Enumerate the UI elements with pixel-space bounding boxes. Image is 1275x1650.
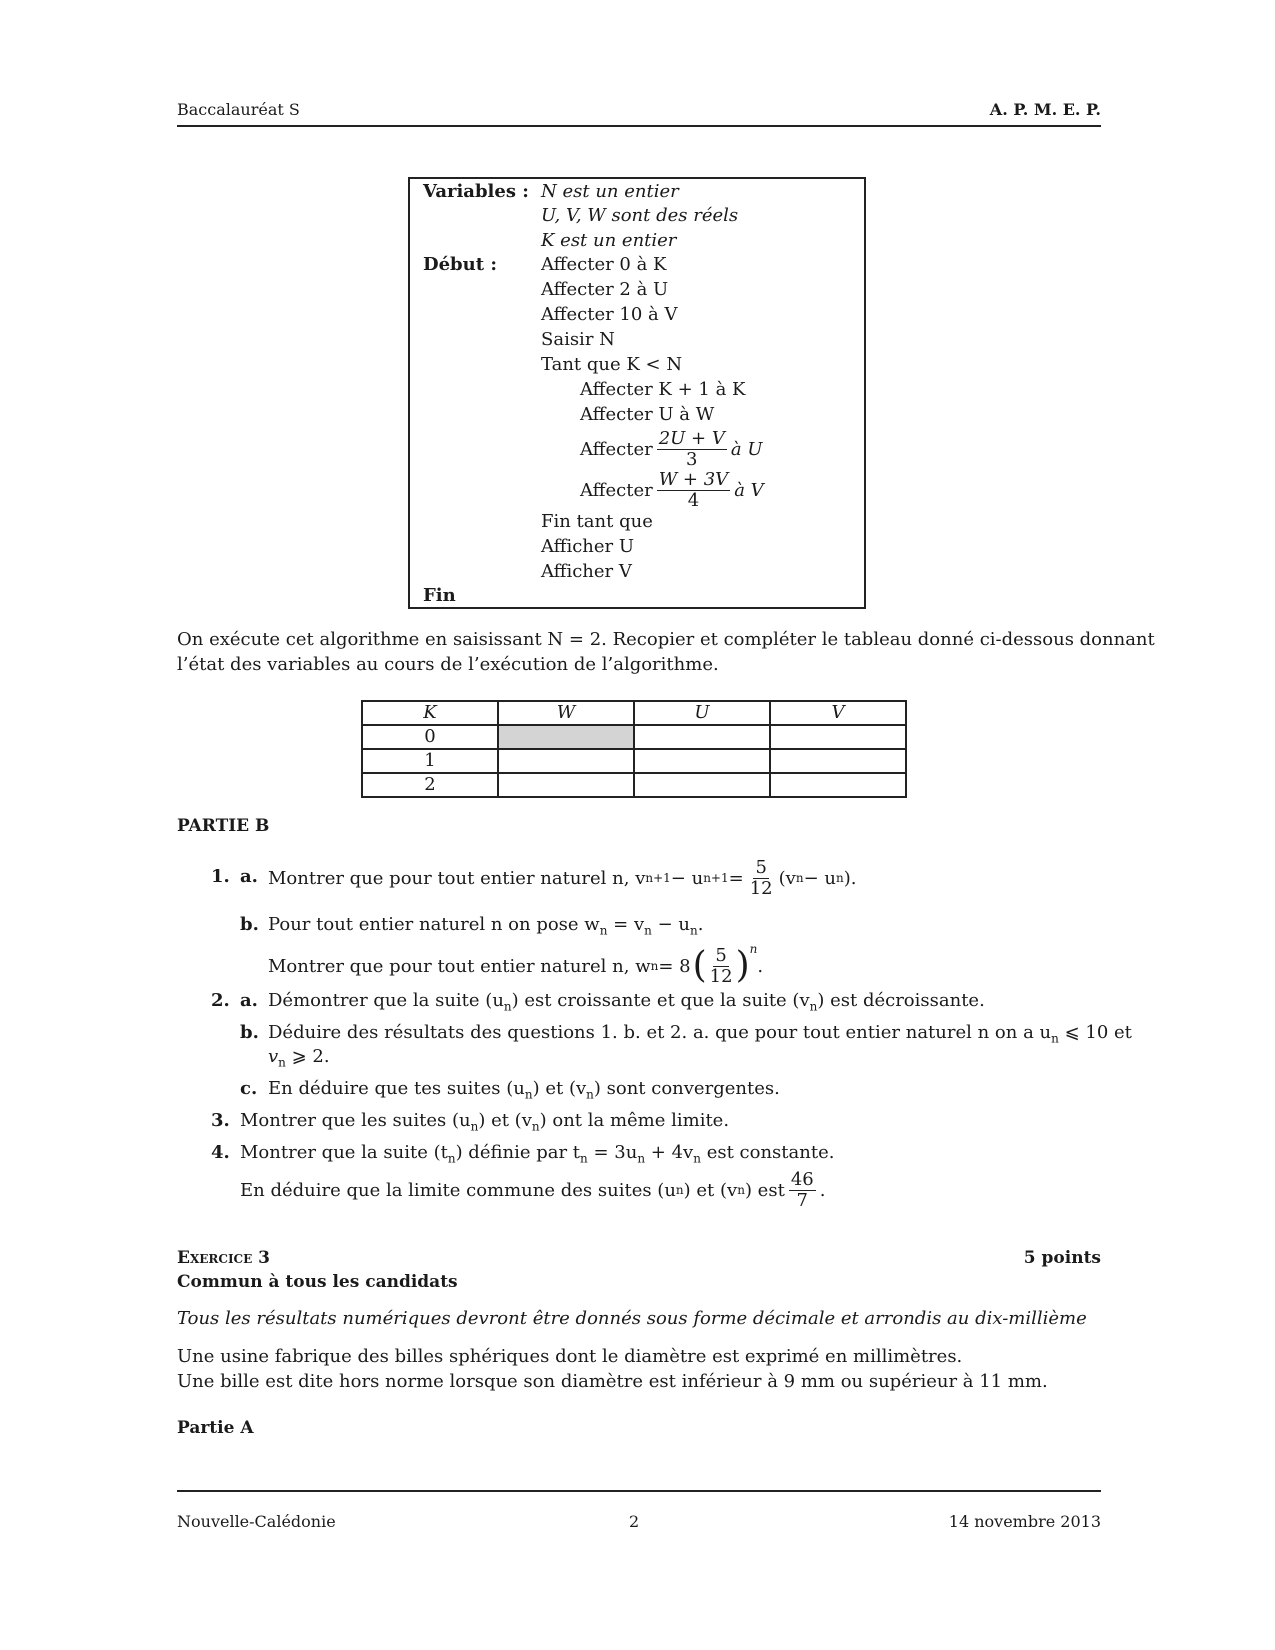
affecter-text: Affecter (580, 438, 653, 460)
question-4-number: 4. (211, 1142, 230, 1163)
header-right: A. P. M. E. P. (989, 100, 1101, 119)
q1b-part: − u (651, 914, 690, 935)
algo-line: Affecter 0 à K (541, 254, 667, 275)
table-cell (770, 725, 906, 749)
q3-part: ) ont la même limite. (539, 1110, 730, 1131)
sub-n: n (809, 999, 818, 1014)
q2b-line-2 (268, 1046, 330, 1070)
sub-n: n (693, 1151, 701, 1166)
header-rule (177, 125, 1101, 127)
page-number: 2 (629, 1512, 640, 1531)
fraction-numerator: 46 (790, 1168, 814, 1190)
sub-n: n (644, 923, 652, 938)
q2a-part: ) est croissante et que la suite (v (511, 990, 810, 1011)
sub-n: n (1051, 1031, 1059, 1046)
exercise-3-points: 5 points (1023, 1248, 1101, 1268)
q1a-eq: = (728, 867, 744, 889)
question-3-number: 3. (211, 1110, 230, 1131)
sub-n: n (637, 1151, 646, 1166)
algo-line: Affecter 10 à V (541, 304, 678, 325)
q4-part: ) définie par t (455, 1142, 581, 1163)
header-cell: V (770, 701, 906, 725)
table-cell: 1 (362, 749, 498, 773)
sub-n: n (580, 1151, 588, 1166)
sub-n: n (737, 1183, 745, 1197)
q1a-mid: − u (670, 867, 704, 889)
q2b-part: ⩾ 2. (285, 1046, 330, 1067)
affecter-text: Affecter (580, 479, 653, 501)
exercise-3-paragraph-1: Une usine fabrique des billes sphériques dont le diamètre est exprimé en millimètres. (177, 1346, 963, 1367)
q1a-text (268, 852, 856, 904)
q1b-text (268, 914, 703, 938)
fraction-denominator: 3 (686, 449, 698, 470)
q4-part: est constante. (700, 1142, 835, 1163)
algo-line: Affecter U à W (580, 404, 715, 425)
q4-dot: . (819, 1179, 826, 1201)
q2c-text (268, 1078, 780, 1102)
exercise-3-subtitle: Commun à tous les candidats (177, 1272, 458, 1292)
q1b-line-2 (268, 940, 763, 992)
q4-part: ) et (v (683, 1179, 738, 1201)
exercise-3-title: Exercice 3 (177, 1248, 270, 1268)
q2a-label: a. (240, 990, 258, 1011)
table-row (362, 725, 906, 749)
table-cell (498, 749, 634, 773)
fraction-5-12-power (708, 946, 735, 987)
table-cell: 2 (362, 773, 498, 797)
q4-line-2 (240, 1164, 825, 1216)
partie-b-title: PARTIE B (177, 816, 270, 836)
q1a-sub: n+1 (703, 871, 729, 885)
footer-left: Nouvelle-Calédonie (177, 1512, 336, 1531)
q1b-label: b. (240, 914, 259, 935)
algo-line: Afficher U (541, 536, 635, 557)
algo-line: Fin tant que (541, 511, 653, 532)
q3-part: Montrer que les suites (u (240, 1110, 471, 1131)
left-paren: ( (692, 945, 707, 986)
header-cell: U (634, 701, 770, 725)
fraction-denominator: 7 (796, 1189, 808, 1211)
sub-n: n (690, 923, 698, 938)
algo-line: U, V, W sont des réels (541, 205, 739, 226)
q1a-end: (v (778, 867, 796, 889)
fin-label: Fin (423, 585, 456, 606)
algo-line-fraction-u (580, 429, 762, 470)
footer-rule (177, 1490, 1101, 1492)
exponent-n: n (749, 942, 758, 956)
q1a-sub: n (835, 871, 844, 885)
question-1-number: 1. (211, 866, 230, 887)
sub-n: n (675, 1183, 684, 1197)
fraction-2u-v-over-3 (657, 429, 727, 470)
fraction-numerator: W + 3V (658, 469, 729, 490)
sub-n: n (503, 999, 512, 1014)
algo-line: Tant que K < N (541, 354, 683, 375)
algo-line: Saisir N (541, 329, 615, 350)
q1b-main: Pour tout entier naturel n on pose w (268, 914, 600, 935)
q4-part: = 3u (587, 1142, 638, 1163)
q4-text (240, 1142, 834, 1166)
table-row (362, 749, 906, 773)
assign-target: à U (730, 438, 763, 460)
q2b-part: ⩽ 10 et (1058, 1022, 1132, 1043)
variables-table (361, 700, 907, 798)
q2b-label: b. (240, 1022, 259, 1043)
debut-label: Début : (423, 254, 497, 275)
sub-n: n (278, 1055, 286, 1070)
algo-line: K est un entier (541, 230, 677, 251)
sub-n: n (599, 923, 608, 938)
table-cell (498, 773, 634, 797)
table-cell (634, 749, 770, 773)
fraction-w-3v-over-4 (657, 470, 730, 511)
q1a-end: − u (803, 867, 836, 889)
sub-n: n (650, 959, 659, 973)
partie-a-title: Partie A (177, 1418, 254, 1438)
exercise-3-instruction: Tous les résultats numériques devront être donnés sous forme décimale et arrondis au dix-millième (177, 1308, 1087, 1329)
header-left: Baccalauréat S (177, 100, 300, 119)
exercise-3-paragraph-2: Une bille est dite hors norme lorsque son diamètre est inférieur à 9 mm ou supérieur à 11 mm. (177, 1371, 1048, 1392)
q1b-part: . (697, 914, 704, 935)
fraction-denominator: 4 (687, 490, 700, 511)
table-cell-shaded (498, 725, 634, 749)
q2a-part: ) est décroissante. (817, 990, 985, 1011)
table-cell (770, 749, 906, 773)
q2b-part: v (268, 1046, 279, 1067)
q1b-line2-main: Montrer que pour tout entier naturel n, w (268, 955, 651, 977)
algorithm-box (408, 177, 866, 609)
q2b-text (268, 1022, 1132, 1046)
q1a-end: ). (843, 867, 857, 889)
q1a-sub: n (795, 871, 804, 885)
fraction-denominator: 12 (709, 965, 733, 987)
assign-target: à V (734, 479, 764, 501)
fraction-numerator: 5 (715, 944, 727, 966)
intro-line-2: l’état des variables au cours de l’exécution de l’algorithme. (177, 654, 719, 675)
q1b-part: = v (607, 914, 645, 935)
fraction-5-12 (748, 858, 775, 899)
q1b-dot: . (757, 955, 764, 977)
q2c-part: ) et (v (532, 1078, 587, 1099)
q2a-text (268, 990, 985, 1014)
q4-part: En déduire que la limite commune des suites (u (240, 1179, 676, 1201)
table-cell (770, 773, 906, 797)
table-cell (634, 725, 770, 749)
q1a-label: a. (240, 866, 258, 887)
q3-text (240, 1110, 729, 1134)
table-row (362, 773, 906, 797)
algo-line: N est un entier (541, 181, 679, 202)
sub-n: n (586, 1087, 594, 1102)
q2a-part: Démontrer que la suite (u (268, 990, 504, 1011)
right-paren: ) (735, 945, 750, 986)
table-cell: 0 (362, 725, 498, 749)
q3-part: ) et (v (478, 1110, 532, 1131)
sub-n: n (470, 1119, 479, 1134)
algo-line: Affecter K + 1 à K (580, 379, 746, 400)
fraction-numerator: 2U + V (658, 428, 725, 449)
q2c-label: c. (240, 1078, 258, 1099)
q2c-part: En déduire que tes suites (u (268, 1078, 525, 1099)
table-header-row (362, 701, 906, 725)
question-2-number: 2. (211, 990, 230, 1011)
q1a-sub: n+1 (645, 871, 671, 885)
variables-label: Variables : (423, 181, 529, 202)
table-cell (634, 773, 770, 797)
q4-part: Montrer que la suite (t (240, 1142, 448, 1163)
header-cell: K (362, 701, 498, 725)
fraction-denominator: 12 (749, 877, 773, 899)
sub-n: n (447, 1151, 456, 1166)
q2b-part: Déduire des résultats des questions 1. b. et 2. a. que pour tout entier naturel n on a u (268, 1022, 1052, 1043)
q1b-line2-eq: = 8 (658, 955, 691, 977)
sub-n: n (531, 1119, 540, 1134)
q1a-main: Montrer que pour tout entier naturel n, v (268, 867, 646, 889)
algo-line-fraction-v (580, 470, 764, 511)
q4-part: + 4v (645, 1142, 694, 1163)
intro-line-1: On exécute cet algorithme en saisissant N = 2. Recopier et compléter le tableau donné ci-dessous donnant (177, 629, 1155, 650)
fraction-46-7 (789, 1170, 816, 1211)
algo-line: Affecter 2 à U (541, 279, 669, 300)
algo-line: Afficher V (541, 561, 632, 582)
footer-right: 14 novembre 2013 (948, 1512, 1101, 1531)
q4-part: ) est (744, 1179, 785, 1201)
fraction-numerator: 5 (755, 856, 767, 878)
header-cell: W (498, 701, 634, 725)
q2c-part: ) sont convergentes. (593, 1078, 780, 1099)
sub-n: n (524, 1087, 533, 1102)
